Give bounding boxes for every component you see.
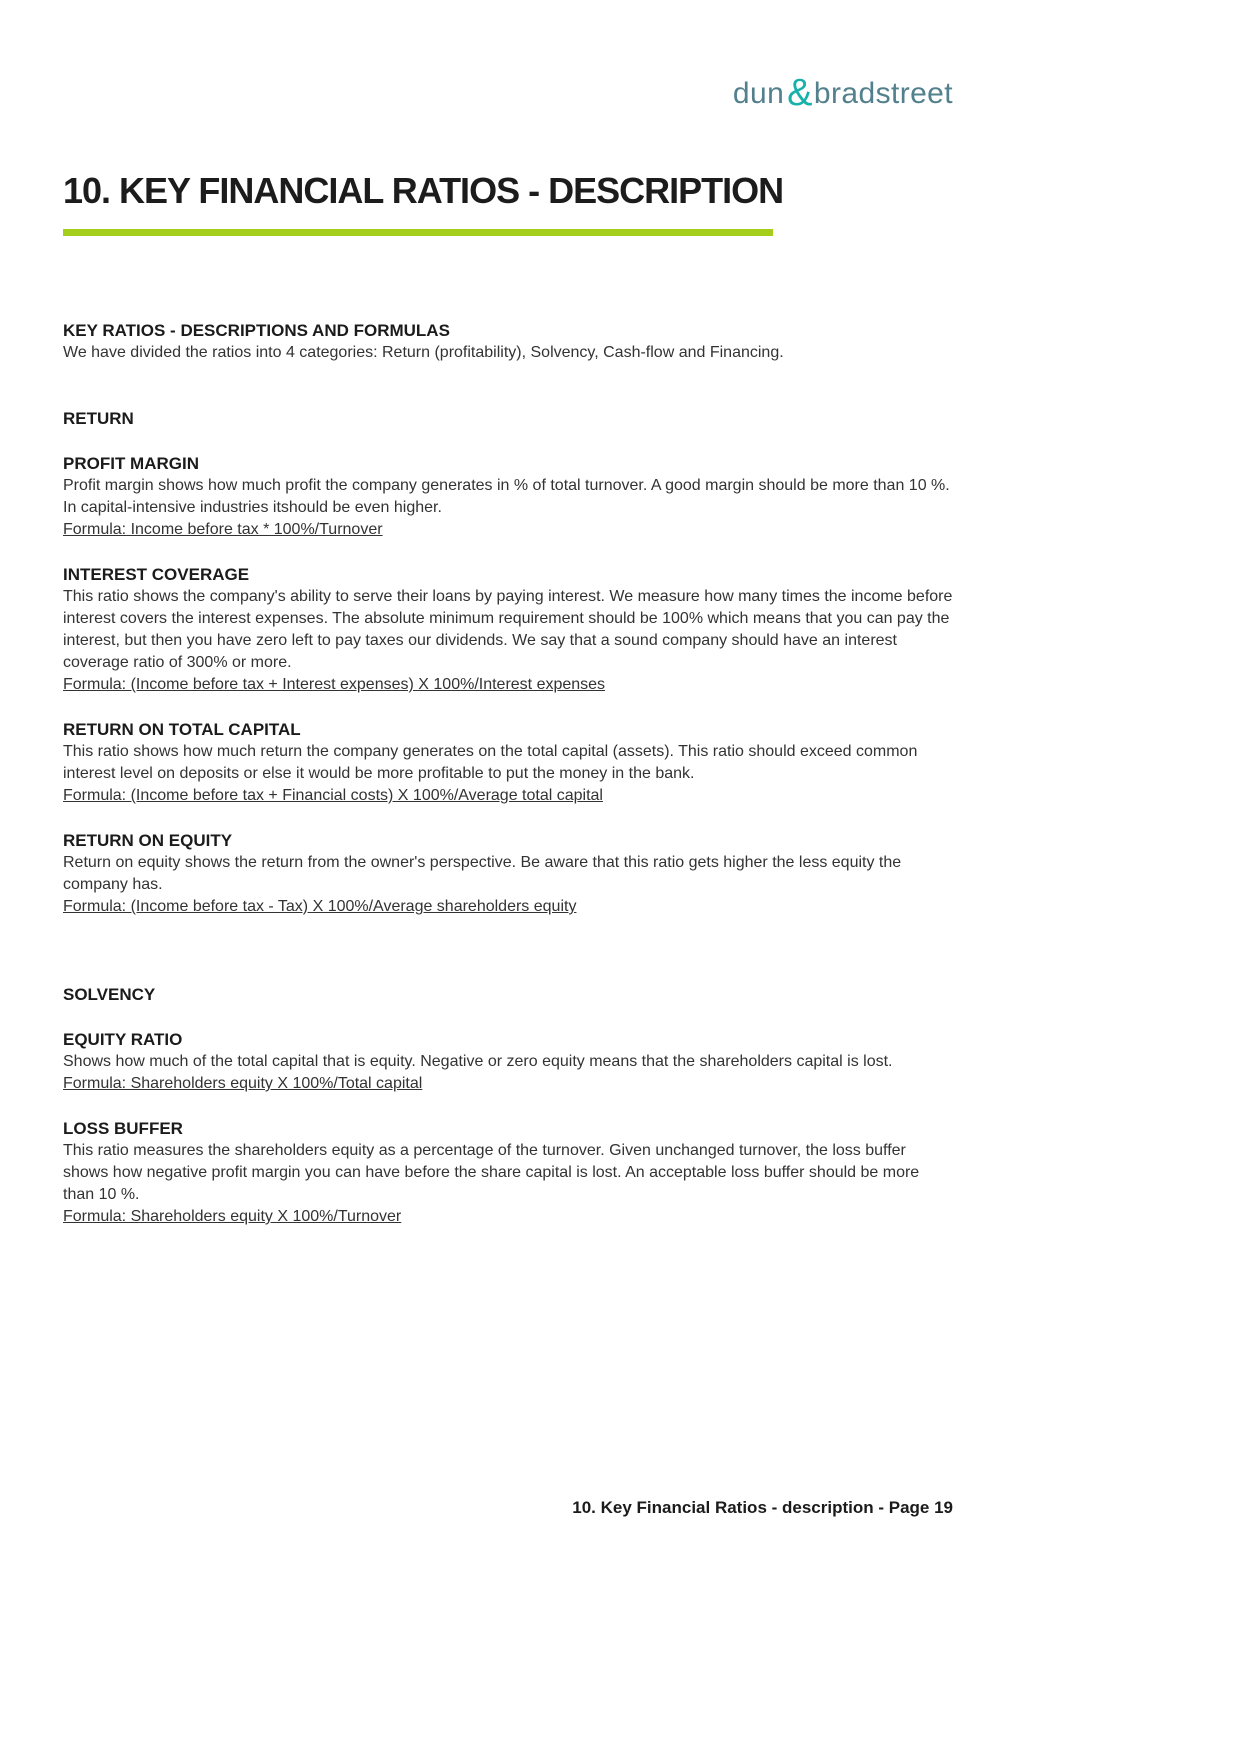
ratio-profit-margin bbox=[63, 453, 953, 541]
content-column bbox=[63, 0, 953, 1228]
ratio-formula: Formula: (Income before tax - Tax) X 100%/Average shareholders equity bbox=[63, 898, 577, 915]
ratio-loss-buffer bbox=[63, 1118, 953, 1228]
ratio-return-on-equity bbox=[63, 830, 953, 918]
ratio-title: INTEREST COVERAGE bbox=[63, 565, 250, 584]
ratio-formula: Formula: (Income before tax + Interest expenses) X 100%/Interest expenses bbox=[63, 676, 606, 693]
intro-section bbox=[63, 320, 953, 364]
title-underline-bar bbox=[63, 229, 773, 236]
page-title: 10. KEY FINANCIAL RATIOS - DESCRIPTION bbox=[63, 170, 784, 211]
logo-word-bradstreet: bradstreet bbox=[813, 77, 953, 110]
ratio-title: EQUITY RATIO bbox=[63, 1030, 183, 1049]
header bbox=[63, 0, 953, 114]
ratio-return-on-total-capital bbox=[63, 719, 953, 807]
ratio-formula: Formula: Income before tax * 100%/Turnover bbox=[63, 521, 383, 538]
ratio-title: LOSS BUFFER bbox=[63, 1119, 183, 1138]
ratio-description: This ratio measures the shareholders equity as a percentage of the turnover. Given unchanged turnover, the loss buffer shows how negative profit margin you can have before the share capital is lost. An acceptable loss buffer should be more than 10 %. bbox=[63, 1142, 920, 1203]
ratio-title: PROFIT MARGIN bbox=[63, 454, 199, 473]
category-heading-solvency: SOLVENCY bbox=[63, 985, 156, 1004]
ratio-title: RETURN ON EQUITY bbox=[63, 831, 233, 850]
ratio-description: This ratio shows how much return the company generates on the total capital (assets). This ratio should exceed common interest level on deposits or else it would be more profitable to put the money in the bank. bbox=[63, 743, 918, 782]
ratio-formula: Formula: Shareholders equity X 100%/Turnover bbox=[63, 1208, 402, 1225]
category-solvency bbox=[63, 984, 953, 1228]
ratio-formula: Formula: Shareholders equity X 100%/Total capital bbox=[63, 1075, 423, 1092]
logo-word-dun: dun bbox=[732, 77, 785, 110]
ratio-description: Shows how much of the total capital that is equity. Negative or zero equity means that the shareholders capital is lost. bbox=[63, 1053, 893, 1070]
ratio-description: This ratio shows the company's ability to serve their loans by paying interest. We measure how many times the income before interest covers the interest expenses. The absolute minimum requirement should be 100% which means that you can pay the interest, but then you have zero left to pay taxes our dividends. We say that a sound company should have an interest coverage ratio of 300% or more. bbox=[63, 588, 953, 671]
intro-heading: KEY RATIOS - DESCRIPTIONS AND FORMULAS bbox=[63, 321, 450, 340]
ratio-title: RETURN ON TOTAL CAPITAL bbox=[63, 720, 301, 739]
intro-body: We have divided the ratios into 4 categories: Return (profitability), Solvency, Cash-flow and Financing. bbox=[63, 344, 784, 361]
ratio-description: Profit margin shows how much profit the company generates in % of total turnover. A good margin should be more than 10 %. In capital-intensive industries itshould be even higher. bbox=[63, 477, 950, 516]
category-return bbox=[63, 408, 953, 918]
dun-bradstreet-logo bbox=[732, 72, 953, 114]
ratio-equity-ratio bbox=[63, 1029, 953, 1095]
page-footer: 10. Key Financial Ratios - description - Page 19 bbox=[572, 1498, 953, 1517]
ratio-interest-coverage bbox=[63, 564, 953, 696]
ratio-description: Return on equity shows the return from the owner's perspective. Be aware that this ratio gets higher the less equity the company has. bbox=[63, 854, 902, 893]
category-heading-return: RETURN bbox=[63, 409, 134, 428]
logo-ampersand-icon: & bbox=[787, 72, 813, 114]
ratio-formula: Formula: (Income before tax + Financial costs) X 100%/Average total capital bbox=[63, 787, 603, 804]
